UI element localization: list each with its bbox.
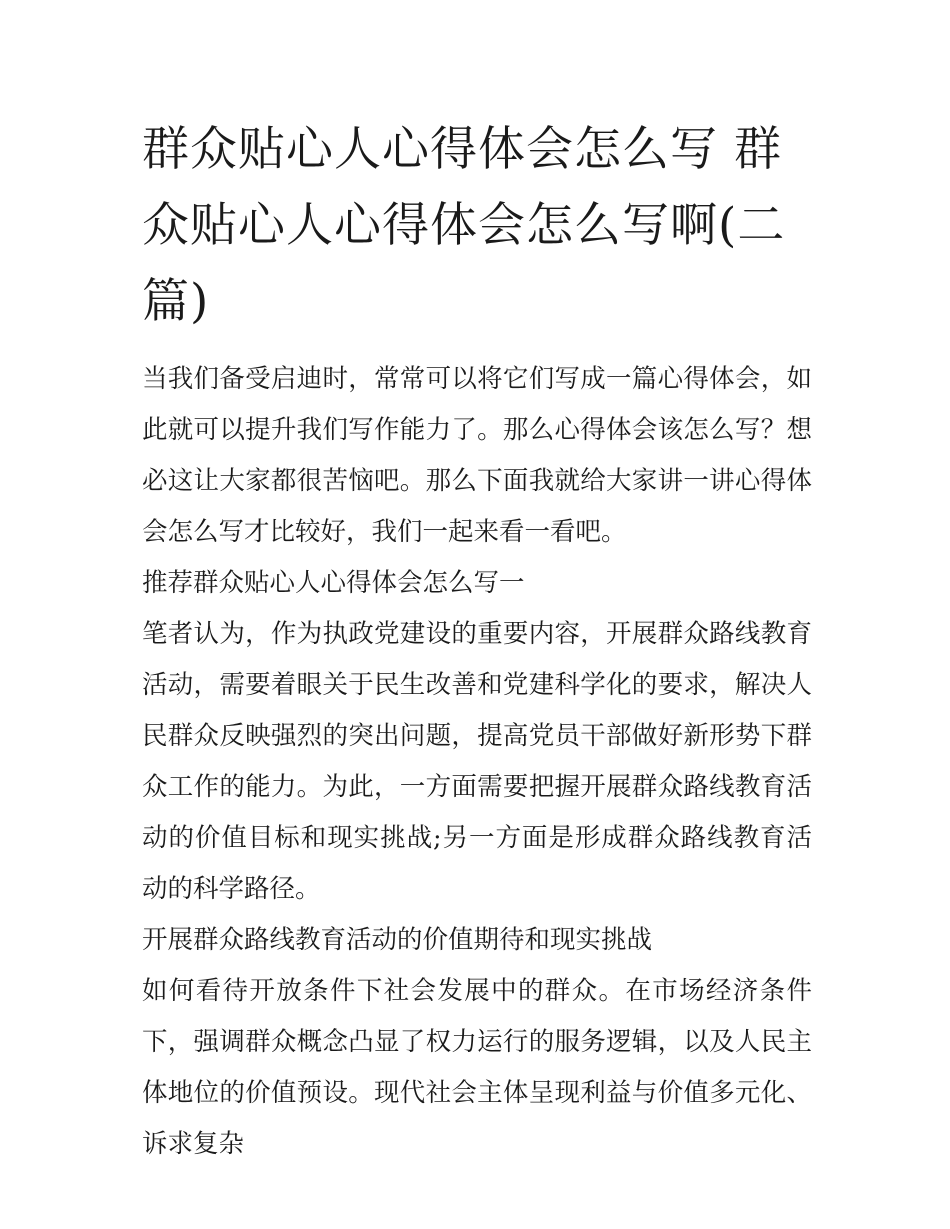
document-title: 群众贴心人心得体会怎么写 群众贴心人心得体会怎么写啊(二篇)	[142, 122, 786, 329]
intro-paragraph: 当我们备受启迪时，常常可以将它们写成一篇心得体会，如此就可以提升我们写作能力了。那么心得体会该怎么写？想必这让大家都很苦恼吧。那么下面我就给大家讲一讲心得体会怎么写才比较好，我们一起来看一看吧。	[142, 364, 812, 547]
document-page	[142, 112, 812, 1170]
body-paragraph: 如何看待开放条件下社会发展中的群众。在市场经济条件下，强调群众概念凸显了权力运行的服务逻辑，以及人民主体地位的价值预设。现代社会主体呈现利益与价值多元化、诉求复杂	[142, 976, 812, 1159]
body-paragraph: 笔者认为，作为执政党建设的重要内容，开展群众路线教育活动，需要着眼关于民生改善和党建科学化的要求，解决人民群众反映强烈的突出问题，提高党员干部做好新形势下群众工作的能力。为此，一方面需要把握开展群众路线教育活动的价值目标和现实挑战;另一方面是形成群众路线教育活动的科学路径。	[142, 619, 812, 904]
subsection-heading: 开展群众路线教育活动的价值期待和现实挑战	[142, 925, 653, 955]
section-heading: 推荐群众贴心人心得体会怎么写一	[142, 568, 525, 598]
